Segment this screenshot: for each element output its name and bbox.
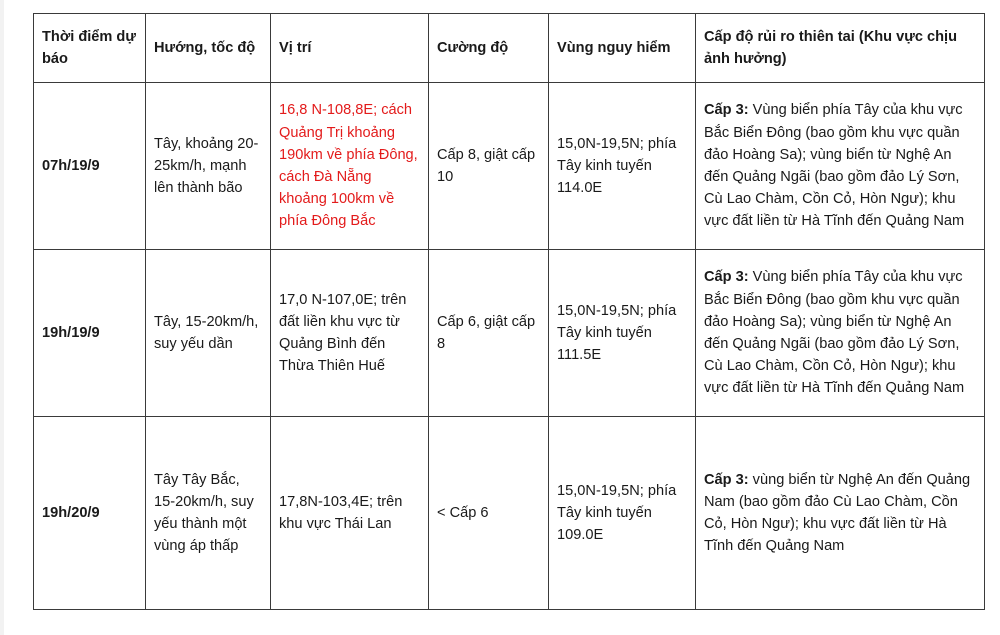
table-header bbox=[34, 14, 985, 83]
table-row bbox=[34, 83, 985, 250]
danger-zone-cell: 15,0N-19,5N; phía Tây kinh tuyến 114.0E bbox=[549, 83, 696, 250]
direction-speed-cell: Tây, khoảng 20-25km/h, mạnh lên thành bão bbox=[146, 83, 271, 250]
danger-zone-cell: 15,0N-19,5N; phía Tây kinh tuyến 111.5E bbox=[549, 250, 696, 417]
forecast-time-cell: 19h/19/9 bbox=[34, 250, 146, 417]
storm-forecast-table bbox=[33, 13, 985, 610]
risk-level-cell bbox=[696, 83, 985, 250]
forecast-time-cell: 07h/19/9 bbox=[34, 83, 146, 250]
page-left-edge bbox=[0, 0, 4, 635]
direction-speed-cell: Tây, 15-20km/h, suy yếu dần bbox=[146, 250, 271, 417]
header-position: Vị trí bbox=[271, 14, 429, 83]
position-cell: 17,0 N-107,0E; trên đất liền khu vực từ Quảng Bình đến Thừa Thiên Huế bbox=[271, 250, 429, 417]
risk-area-text: Vùng biển phía Tây của khu vực Bắc Biển Đông (bao gồm khu vực quần đảo Hoàng Sa); vùng biển từ Nghệ An đến Quảng Ngãi (bao gồm đảo Lý Sơn, Cù Lao Chàm, Cồn Cỏ, Hòn Ngư); khu vực đất liền từ Hà Tĩnh đến Quảng Nam bbox=[704, 102, 965, 230]
table-row bbox=[34, 417, 985, 610]
table-row bbox=[34, 250, 985, 417]
header-forecast-time: Thời điểm dự báo bbox=[34, 14, 146, 83]
risk-level-label: Cấp 3: bbox=[704, 102, 749, 119]
risk-area-text: vùng biển từ Nghệ An đến Quảng Nam (bao gồm đảo Cù Lao Chàm, Cồn Cỏ, Hòn Ngư); khu vực đất liền từ Hà Tĩnh đến Quảng Nam bbox=[704, 471, 971, 555]
header-intensity: Cường độ bbox=[429, 14, 549, 83]
risk-level-cell bbox=[696, 250, 985, 417]
risk-level-label: Cấp 3: bbox=[704, 471, 749, 488]
direction-speed-cell: Tây Tây Bắc, 15-20km/h, suy yếu thành một vùng áp thấp bbox=[146, 417, 271, 610]
risk-area-text: Vùng biển phía Tây của khu vực Bắc Biển Đông (bao gồm khu vực quần đảo Hoàng Sa); vùng biển từ Nghệ An đến Quảng Ngãi (bao gồm đảo Lý Sơn, Cù Lao Chàm, Cồn Cỏ, Hòn Ngư); khu vực đất liền từ Hà Tĩnh đến Quảng Nam bbox=[704, 269, 965, 397]
position-cell: 16,8 N-108,8E; cách Quảng Trị khoảng 190km về phía Đông, cách Đà Nẵng khoảng 100km về phía Đông Bắc bbox=[271, 83, 429, 250]
risk-level-label: Cấp 3: bbox=[704, 269, 749, 286]
intensity-cell: Cấp 6, giật cấp 8 bbox=[429, 250, 549, 417]
intensity-cell: Cấp 8, giật cấp 10 bbox=[429, 83, 549, 250]
header-row bbox=[34, 14, 985, 83]
header-danger-zone: Vùng nguy hiểm bbox=[549, 14, 696, 83]
forecast-time-cell: 19h/20/9 bbox=[34, 417, 146, 610]
header-direction-speed: Hướng, tốc độ bbox=[146, 14, 271, 83]
danger-zone-cell: 15,0N-19,5N; phía Tây kinh tuyến 109.0E bbox=[549, 417, 696, 610]
header-risk-level: Cấp độ rủi ro thiên tai (Khu vực chịu ảnh hưởng) bbox=[696, 14, 985, 83]
position-cell: 17,8N-103,4E; trên khu vực Thái Lan bbox=[271, 417, 429, 610]
risk-level-cell bbox=[696, 417, 985, 610]
table-body bbox=[34, 83, 985, 610]
intensity-cell: < Cấp 6 bbox=[429, 417, 549, 610]
